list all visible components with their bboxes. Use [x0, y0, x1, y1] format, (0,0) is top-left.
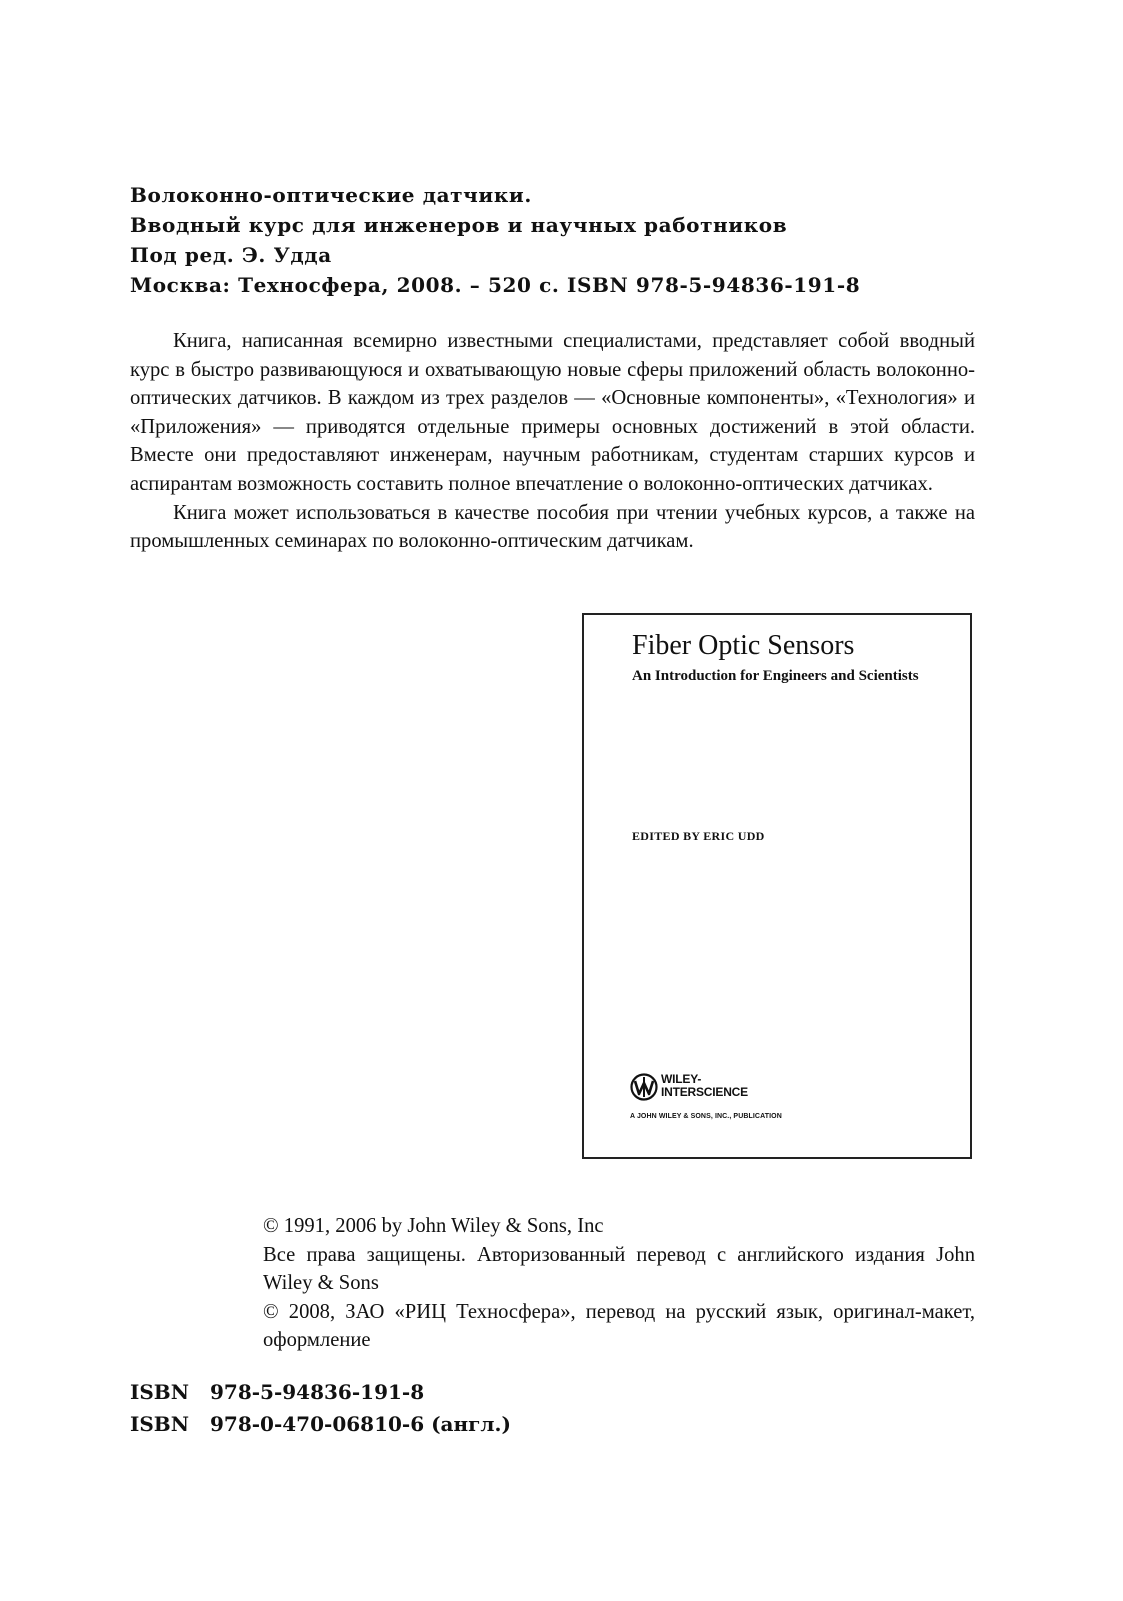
original-cover-frame — [582, 613, 972, 1159]
book-editor: Под ред. Э. Удда — [130, 243, 332, 267]
isbn-list — [130, 1376, 730, 1440]
book-imprint: Москва: Техносфера, 2008. – 520 с. ISBN 978-5-94836-191-8 — [130, 273, 861, 297]
isbn-label: ISBN — [130, 1380, 189, 1404]
wiley-logo-icon — [630, 1073, 658, 1101]
isbn-label: ISBN — [130, 1412, 189, 1436]
cover-subtitle: An Introduction for Engineers and Scientists — [632, 668, 919, 684]
book-title: Волоконно-оптические датчики. — [130, 183, 532, 207]
publisher-name: WILEY- INTERSCIENCE — [661, 1072, 748, 1099]
book-subtitle: Вводный курс для инженеров и научных работников — [130, 213, 788, 237]
publisher-logo-block — [630, 1067, 950, 1137]
cover-editor: EDITED BY ERIC UDD — [632, 829, 765, 843]
abstract-paragraph: Книга, написанная всемирно известными специалистами, представляет собой вводный курс в быстро развивающуюся и охватывающую новые сферы приложений область волоконно-оптических датчиков. В каждом из трех разделов — «Основные компоненты», «Технология» и «Приложения» — приводятся отдельные примеры основных достижений в этой области. Вместе они предоставляют инженерам, научным работникам, студентам старших курсов и аспирантам возможность составить полное впечатление о волоконно-оптических датчиках. — [130, 330, 975, 495]
abstract-paragraph: Книга может использоваться в качестве пособия при чтении учебных курсов, а также на промышленных семинарах по волоконно-оптическим датчикам. — [130, 501, 975, 553]
bibliographic-header — [130, 180, 990, 300]
copyright-notice — [263, 1212, 975, 1355]
isbn-value: 978-5-94836-191-8 — [210, 1380, 425, 1404]
copyright-line: © 1991, 2006 by John Wiley & Sons, Inc — [263, 1215, 604, 1237]
copyright-line: Все права защищены. Авторизованный перевод с английского издания John Wiley & Sons — [263, 1243, 975, 1295]
cover-title: Fiber Optic Sensors — [632, 630, 855, 661]
copyright-line: © 2008, ЗАО «РИЦ Техносфера», перевод на русский язык, оригинал-макет, оформление — [263, 1300, 975, 1352]
isbn-row — [130, 1408, 730, 1440]
isbn-value: 978-0-470-06810-6 (англ.) — [210, 1412, 511, 1436]
abstract — [130, 327, 975, 556]
isbn-row — [130, 1376, 730, 1408]
publisher-tagline: A JOHN WILEY & SONS, INC., PUBLICATION — [630, 1113, 782, 1120]
